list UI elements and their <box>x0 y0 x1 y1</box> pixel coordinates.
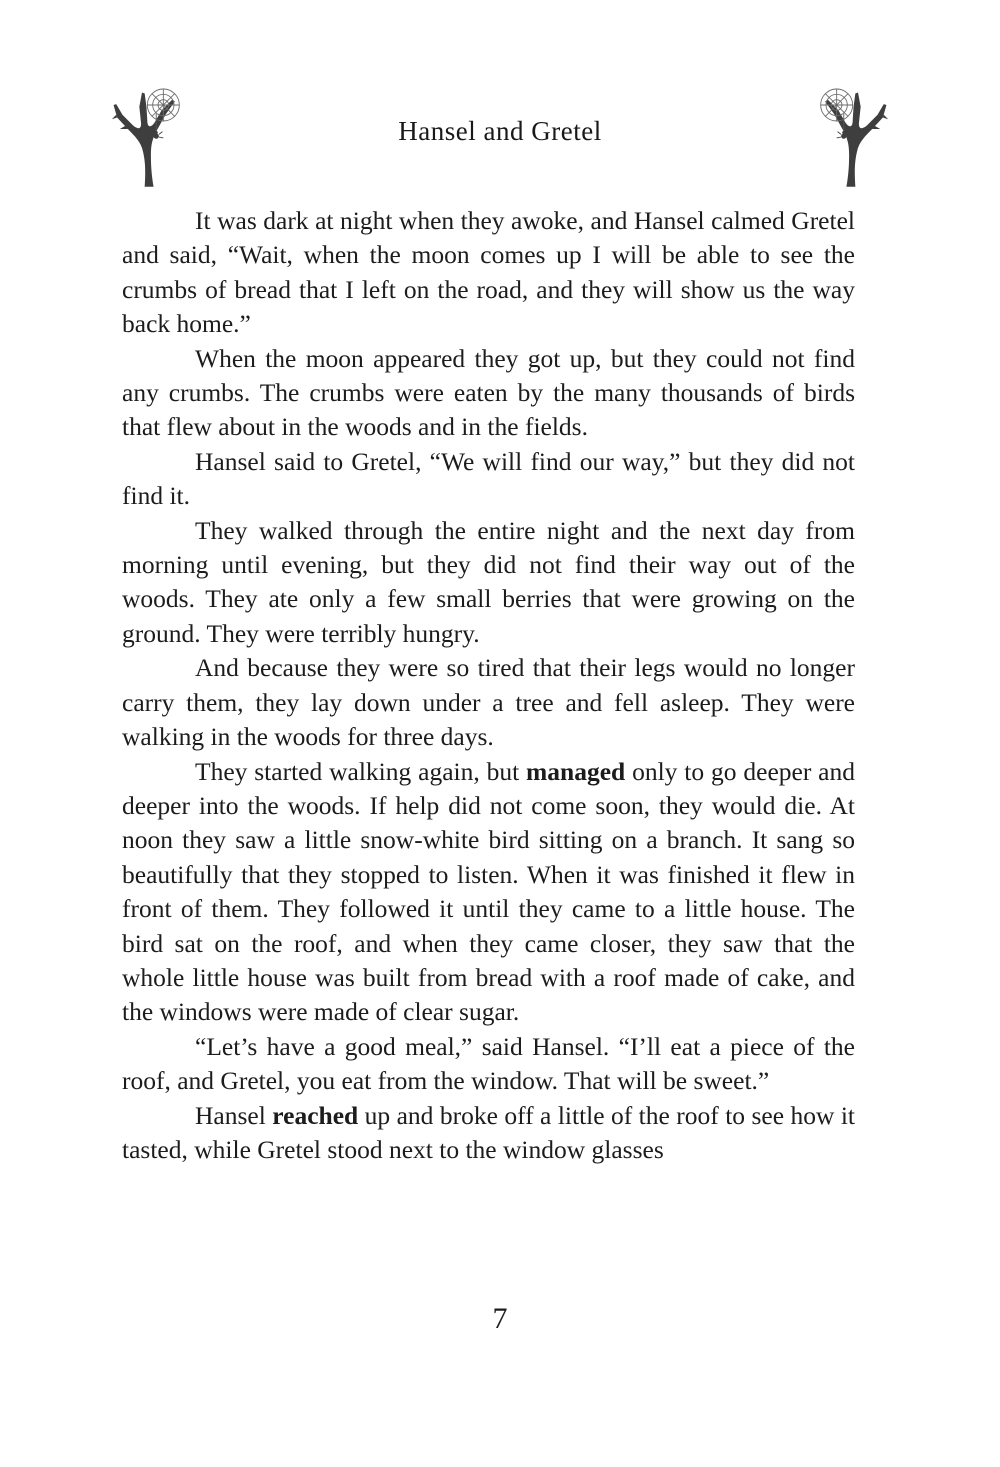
text-segment: It was dark at night when they awoke, and Hansel calmed Gretel and said, “Wait, when the moon comes up I will be able to see the crumbs of bread that I left on the road, and they will show us the way back home.” <box>122 206 855 339</box>
paragraph <box>122 204 855 342</box>
story-text <box>122 204 855 1167</box>
page-header <box>100 85 900 198</box>
bold-word: reached <box>272 1100 359 1130</box>
paragraph <box>122 514 855 652</box>
text-segment: “Let’s have a good meal,” said Hansel. “I’ll eat a piece of the roof, and Gretel, you eat from the window. That will be sweet.” <box>122 1031 855 1096</box>
text-segment: They walked through the entire night and the next day from morning until evening, but they did not find their way out of the woods. They ate only a few small berries that were growing on the ground. They were terribly hungry. <box>122 515 855 648</box>
paragraph <box>122 1099 855 1168</box>
text-segment: They started walking again, but <box>195 756 527 786</box>
text-segment: only to go deeper and deeper into the woods. If help did not come soon, they would die. At noon they saw a little snow-white bird sitting on a branch. It sang so beautifully that they stopped to listen. When it was finished it flew in front of them. They followed it until they came to a little house. The bird sat on the roof, and when they came closer, they saw that the whole little house was built from bread with a roof made of cake, and the windows were made of clear sugar. <box>122 756 856 1027</box>
text-segment: And because they were so tired that their legs would no longer carry them, they lay down under a tree and fell asleep. They were walking in the woods for three days. <box>122 653 855 752</box>
page-number: 7 <box>492 1302 508 1335</box>
text-segment: When the moon appeared they got up, but they could not find any crumbs. The crumbs were eaten by the many thousands of birds that flew about in the woods and in the fields. <box>122 343 855 442</box>
bold-word: managed <box>526 756 626 786</box>
text-segment: Hansel <box>195 1100 273 1130</box>
page-title: Hansel and Gretel <box>398 116 602 146</box>
bare-tree-spiderweb-icon-right <box>810 85 890 189</box>
paragraph <box>122 445 855 514</box>
paragraph <box>122 1030 855 1099</box>
paragraph <box>122 755 855 1030</box>
text-segment: up and broke off a little of the roof to see how it tasted, while Gretel stood next to the window glasses <box>122 1100 856 1164</box>
page-footer <box>0 1302 1000 1336</box>
paragraph <box>122 651 855 754</box>
paragraph <box>122 342 855 445</box>
text-segment: Hansel said to Gretel, “We will find our way,” but they did not find it. <box>122 446 855 511</box>
